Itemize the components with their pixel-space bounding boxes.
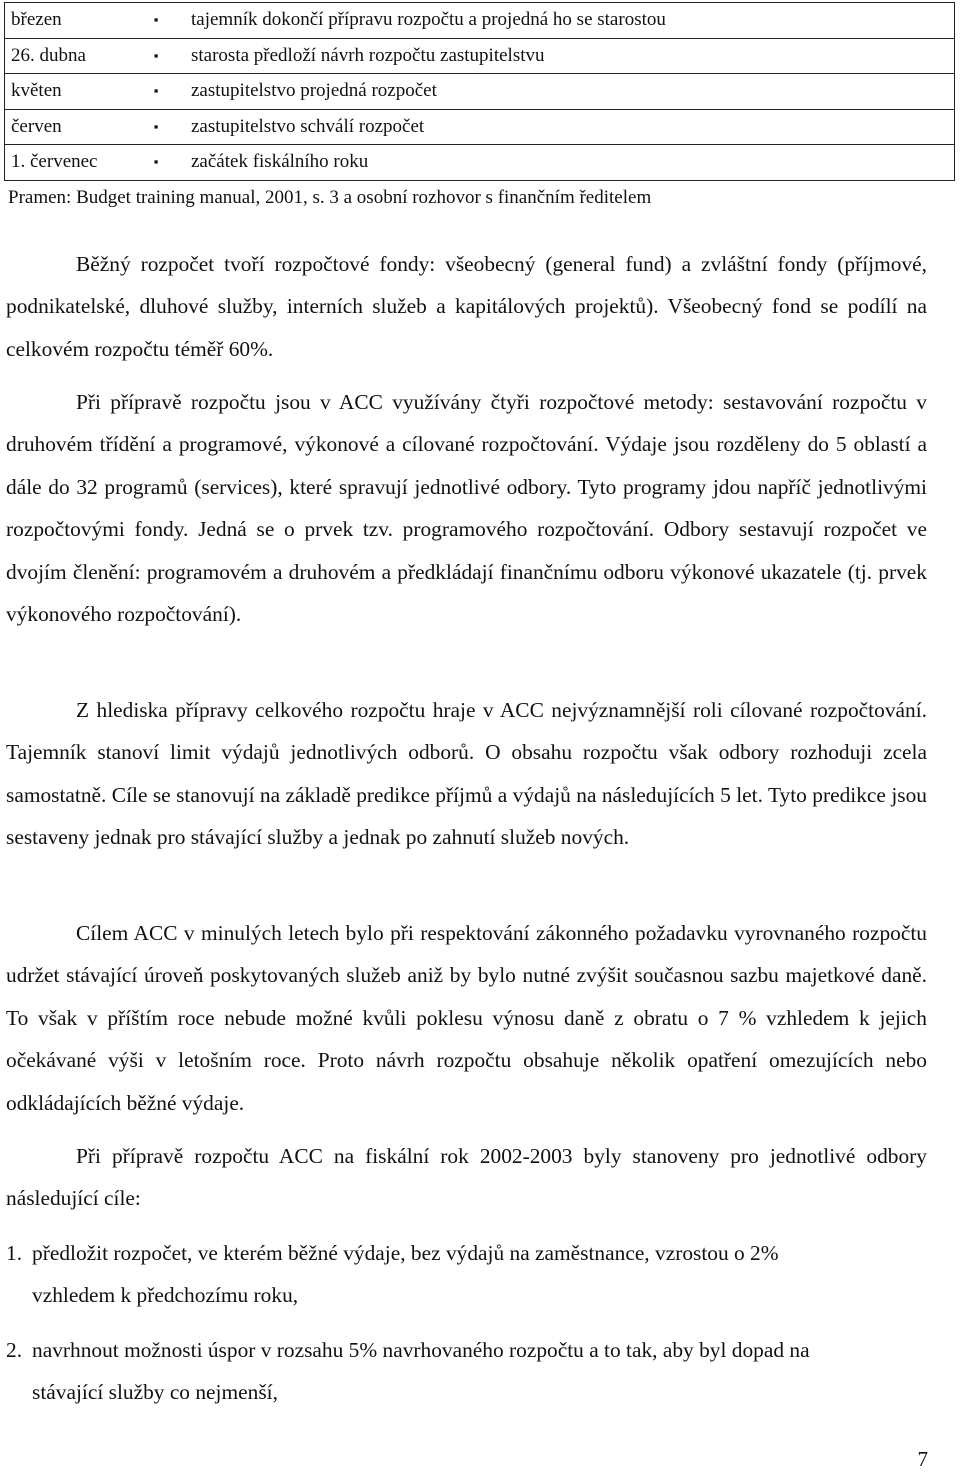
list-text-line: předložit rozpočet, ve kterém běžné výdaje, bez výdajů na zaměstnance, vzrostou o 2% bbox=[32, 1241, 779, 1265]
list-text-line: stávající služby co nejmenší, bbox=[32, 1380, 278, 1405]
paragraph-methods bbox=[6, 381, 927, 635]
paragraph-text: Při přípravě rozpočtu jsou v ACC využívány čtyři rozpočtové metody: sestavování rozpočtu v druhovém třídění a programové, výkonové a cílované rozpočtování. Výdaje jsou rozděleny do 5 oblastí a dále do 32 programů (services), které spravují jednotlivé odbory. Tyto programy jdou napříč jednotlivými rozpočtovými fondy. Jedná se o prvek tzv. programového rozpočtování. Odbory sestavují rozpočet ve dvojím členění: programovém a druhovém a předkládají finančnímu odboru výkonové ukazatele (tj. prvek výkonového rozpočtování). bbox=[6, 390, 927, 627]
schedule-date: 1. červenec bbox=[5, 145, 132, 181]
page-number: 7 bbox=[917, 1447, 928, 1471]
list-text-line: vzhledem k předchozímu roku, bbox=[32, 1283, 299, 1308]
schedule-date: 26. dubna bbox=[5, 38, 132, 74]
table-row bbox=[5, 109, 955, 145]
schedule-text: začátek fiskálního roku bbox=[181, 145, 955, 181]
schedule-text: zastupitelstvo schválí rozpočet bbox=[181, 109, 955, 145]
square-bullet-icon: ▪ bbox=[131, 38, 181, 74]
paragraph-targeted-budgeting bbox=[6, 689, 927, 859]
square-bullet-icon: ▪ bbox=[131, 145, 181, 181]
paragraph-fiscal-year bbox=[6, 1135, 927, 1220]
list-item bbox=[6, 1329, 927, 1414]
source-note: Pramen: Budget training manual, 2001, s. 3 a osobní rozhovor s finančním ředitelem bbox=[8, 187, 652, 208]
paragraph-goals bbox=[6, 912, 927, 1124]
square-bullet-icon: ▪ bbox=[131, 109, 181, 145]
table-row bbox=[5, 38, 955, 74]
table-row bbox=[5, 3, 955, 39]
schedule-date: červen bbox=[5, 109, 132, 145]
table-row bbox=[5, 74, 955, 110]
schedule-date: květen bbox=[5, 74, 132, 110]
square-bullet-icon: ▪ bbox=[131, 3, 181, 39]
paragraph-text: Z hlediska přípravy celkového rozpočtu hraje v ACC nejvýznamnější roli cílované rozpočtování. Tajemník stanoví limit výdajů jednotlivých odborů. O obsahu rozpočtu však odbory rozhoduji zcela samostatně. Cíle se stanovují na základě predikce příjmů a výdajů na následujících 5 let. Tyto predikce jsou sestaveny jednak pro stávající služby a jednak po zahnutí služeb nových. bbox=[6, 698, 927, 850]
schedule-text: zastupitelstvo projedná rozpočet bbox=[181, 74, 955, 110]
list-number: 1. bbox=[6, 1241, 23, 1265]
paragraph-text: Při přípravě rozpočtu ACC na fiskální rok 2002-2003 byly stanoveny pro jednotlivé odbory následující cíle: bbox=[6, 1144, 927, 1211]
list-number: 2. bbox=[6, 1338, 23, 1362]
paragraph-text: Běžný rozpočet tvoří rozpočtové fondy: všeobecný (general fund) a zvláštní fondy (příjmové, podnikatelské, dluhové služby, interních služeb a kapitálových projektů). Všeobecný fond se podílí na celkovém rozpočtu téměř 60%. bbox=[6, 252, 927, 361]
budget-schedule-table bbox=[4, 2, 955, 181]
paragraph-text: Cílem ACC v minulých letech bylo při respektování zákonného požadavku vyrovnaného rozpočtu udržet stávající úroveň poskytovaných služeb aniž by bylo nutné zvýšit současnou sazbu majetkové daně. To však v příštím roce nebude možné kvůli poklesu výnosu daně z obratu o 7 % vzhledem k jejich očekávané výši v letošním roce. Proto návrh rozpočtu obsahuje několik opatření omezujících nebo odkládajících běžné výdaje. bbox=[6, 921, 927, 1115]
schedule-text: tajemník dokončí přípravu rozpočtu a projedná ho se starostou bbox=[181, 3, 955, 39]
schedule-text: starosta předloží návrh rozpočtu zastupitelstvu bbox=[181, 38, 955, 74]
schedule-date: březen bbox=[5, 3, 132, 39]
square-bullet-icon: ▪ bbox=[131, 74, 181, 110]
paragraph-funds bbox=[6, 243, 927, 370]
table-row bbox=[5, 145, 955, 181]
list-item bbox=[6, 1232, 927, 1317]
list-text-line: navrhnout možnosti úspor v rozsahu 5% navrhovaného rozpočtu a to tak, aby byl dopad na bbox=[32, 1338, 810, 1362]
